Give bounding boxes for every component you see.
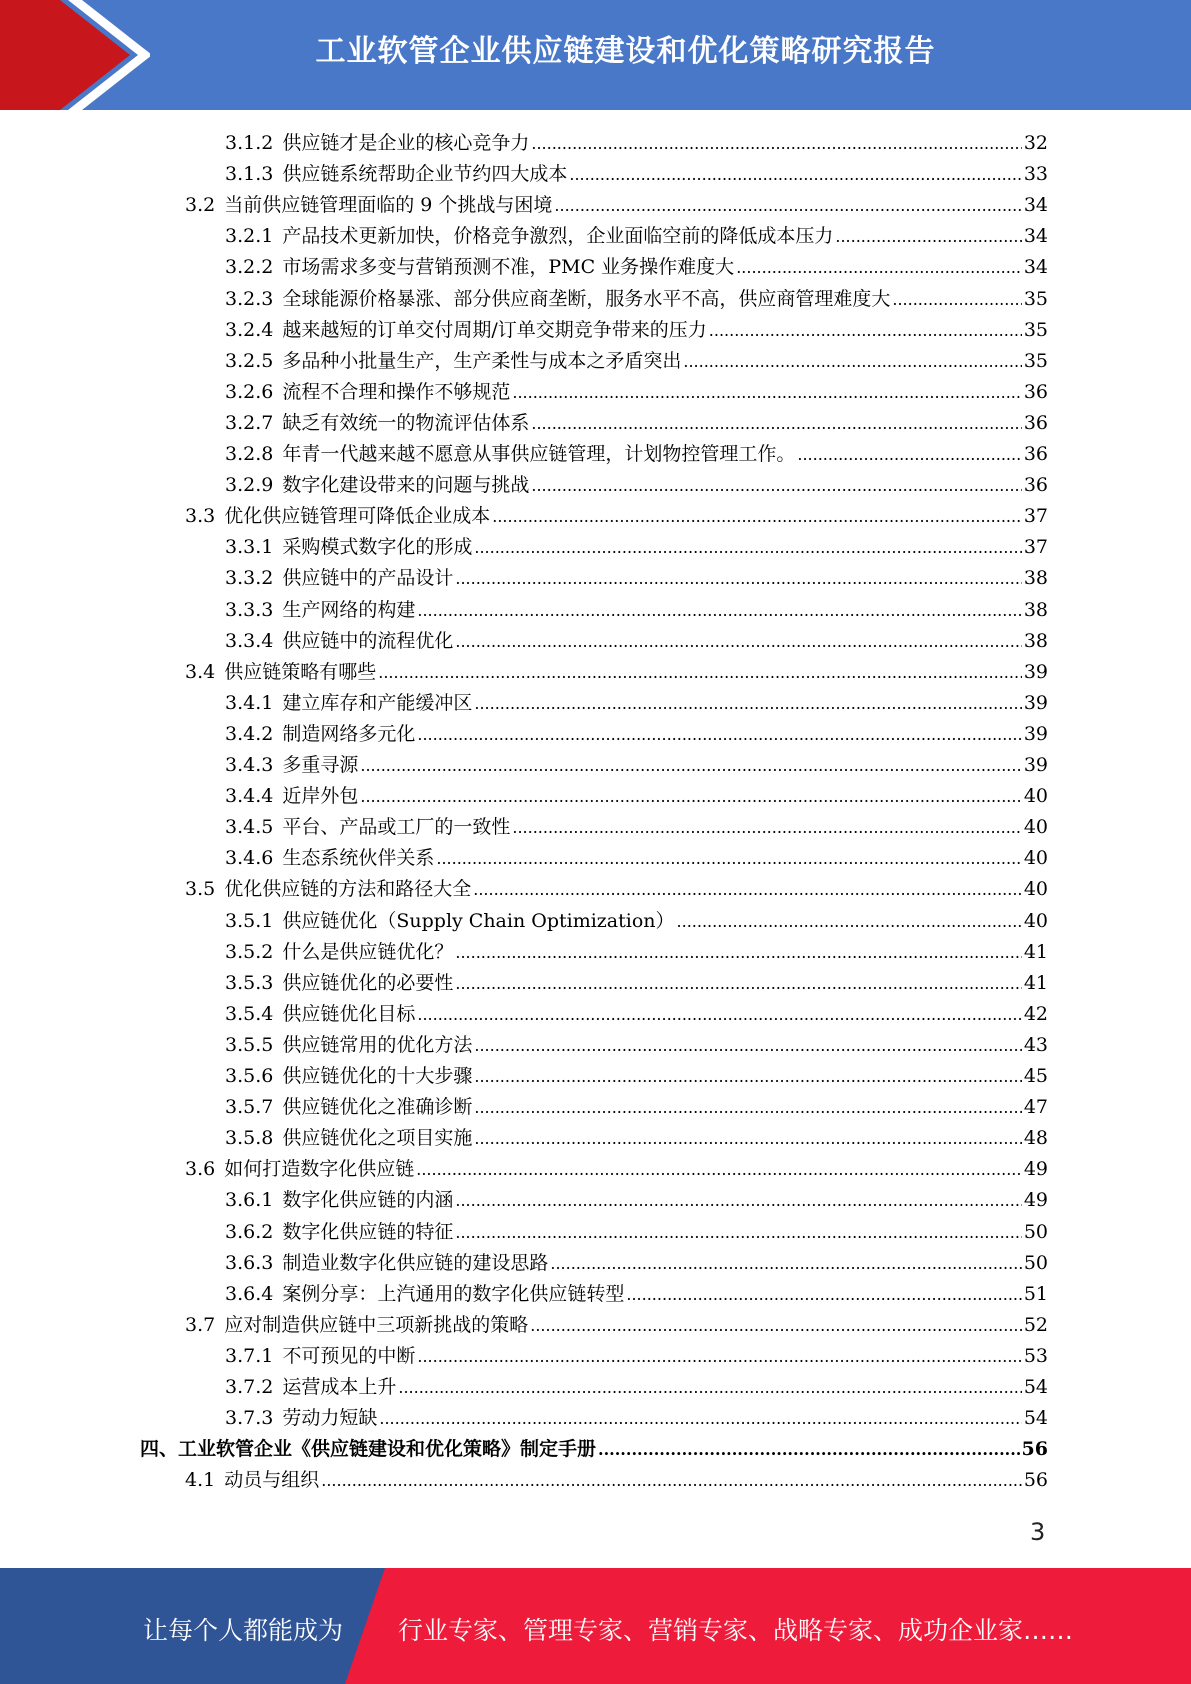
- toc-entry-page: 39: [1023, 722, 1048, 745]
- toc-entry-page: 40: [1023, 909, 1048, 932]
- toc-entry-page: 53: [1023, 1344, 1048, 1367]
- toc-entry[interactable]: [185, 657, 1048, 688]
- toc-dot-leader: [530, 1310, 1022, 1341]
- toc-entry[interactable]: [225, 968, 1048, 999]
- toc-entry[interactable]: [185, 1154, 1048, 1185]
- toc-entry-page: 40: [1023, 847, 1048, 870]
- toc-entry-number: 3.4.3: [225, 754, 274, 776]
- toc-entry-title: 四、工业软管企业《供应链建设和优化策略》制定手册: [140, 1438, 597, 1461]
- toc-entry[interactable]: [225, 1217, 1048, 1248]
- toc-entry-page: 52: [1023, 1313, 1048, 1336]
- toc-entry-title: 运营成本上升: [282, 1376, 397, 1398]
- toc-dot-leader: [417, 1341, 1021, 1372]
- toc-entry-title: 供应链中的流程优化: [282, 629, 454, 652]
- toc-entry[interactable]: [225, 439, 1048, 470]
- toc-dot-leader: [474, 1123, 1021, 1154]
- toc-dot-leader: [554, 190, 1021, 221]
- toc-entry-number: 3.5: [185, 878, 216, 901]
- toc-entry-number: 3.6.3: [225, 1251, 274, 1274]
- toc-entry[interactable]: [225, 1372, 1048, 1403]
- toc-entry-title: 劳动力短缺: [282, 1407, 378, 1430]
- toc-dot-leader: [531, 470, 1021, 501]
- footer-slogan-right: 行业专家、管理专家、营销专家、战略专家、成功企业家……: [398, 1616, 1074, 1645]
- toc-entry[interactable]: [225, 315, 1048, 346]
- toc-entry-title: 供应链中的产品设计: [282, 567, 454, 590]
- toc-dot-leader: [677, 906, 1022, 937]
- toc-entry-page: 39: [1023, 754, 1048, 776]
- toc-entry-title: 数字化供应链的内涵: [282, 1189, 454, 1212]
- toc-dot-leader: [417, 595, 1021, 626]
- page-header: [0, 0, 1191, 110]
- toc-entry[interactable]: [225, 532, 1048, 563]
- toc-entry-title: 近岸外包: [282, 785, 359, 808]
- toc-dot-leader: [492, 501, 1022, 532]
- toc-dot-leader: [321, 1465, 1022, 1496]
- toc-entry-page: 41: [1023, 940, 1048, 963]
- toc-dot-leader: [683, 346, 1021, 377]
- toc-entry-title: 越来越短的订单交付周期/订单交期竞争带来的压力: [282, 318, 707, 341]
- toc-entry-number: 3.4.5: [225, 816, 274, 839]
- header-arrow-decoration: [0, 0, 150, 110]
- toc-entry-number: 3.2.1: [225, 225, 274, 248]
- toc-entry-number: 3.6.1: [225, 1189, 274, 1212]
- toc-entry-page: 47: [1023, 1096, 1048, 1119]
- toc-entry-title: 供应链优化目标: [282, 1002, 416, 1025]
- toc-entry[interactable]: [225, 595, 1048, 626]
- toc-entry-page: 56: [1021, 1438, 1048, 1461]
- toc-entry-page: 40: [1023, 816, 1048, 839]
- toc-entry-page: 35: [1023, 349, 1048, 372]
- toc-entry-title: 供应链优化之准确诊断: [282, 1096, 473, 1119]
- toc-entry[interactable]: [225, 408, 1048, 439]
- toc-entry-number: 3.2.4: [225, 318, 274, 341]
- toc-entry-title: 制造网络多元化: [282, 722, 416, 745]
- toc-entry-title: 当前供应链管理面临的 9 个挑战与困境: [224, 194, 553, 217]
- toc-entry-number: 3.2.9: [225, 474, 274, 497]
- toc-entry-number: 3.1.3: [225, 163, 274, 186]
- toc-entry-number: 3.5.6: [225, 1065, 274, 1087]
- toc-entry-title: 生产网络的构建: [282, 598, 416, 621]
- toc-entry-title: 生态系统伙伴关系: [282, 847, 435, 870]
- toc-entry-page: 40: [1023, 785, 1048, 808]
- toc-entry-title: 全球能源价格暴涨、部分供应商垄断，服务水平不高，供应商管理难度大: [282, 287, 891, 310]
- toc-entry-number: 3.4: [185, 660, 216, 683]
- toc-dot-leader: [550, 1248, 1021, 1279]
- toc-entry[interactable]: [225, 1403, 1048, 1434]
- toc-entry-number: 3.3: [185, 505, 216, 528]
- toc-entry-page: 40: [1023, 878, 1048, 901]
- toc-entry-title: 建立库存和产能缓冲区: [282, 691, 473, 714]
- toc-entry-page: 34: [1023, 194, 1048, 217]
- toc-entry-number: 3.3.4: [225, 629, 274, 652]
- toc-entry-title: 供应链优化之项目实施: [282, 1127, 473, 1150]
- toc-entry-number: 3.2.8: [225, 443, 274, 465]
- toc-entry-page: 39: [1023, 660, 1048, 683]
- toc-entry-title: 采购模式数字化的形成: [282, 536, 473, 559]
- toc-entry-page: 51: [1023, 1282, 1048, 1305]
- toc-entry-number: 3.3.1: [225, 536, 274, 559]
- toc-dot-leader: [512, 812, 1021, 843]
- toc-dot-leader: [455, 968, 1021, 999]
- toc-entry-page: 49: [1023, 1158, 1048, 1181]
- toc-entry-number: 4.1: [185, 1469, 216, 1492]
- toc-entry-title: 年青一代越来越不愿意从事供应链管理，计划物控管理工作。: [282, 443, 796, 465]
- toc-entry-number: 3.2: [185, 194, 216, 217]
- toc-entry[interactable]: [225, 812, 1048, 843]
- toc-entry-page: 35: [1023, 318, 1048, 341]
- toc-dot-leader: [473, 874, 1022, 905]
- toc-entry-page: 36: [1023, 443, 1048, 465]
- toc-entry-page: 37: [1023, 536, 1048, 559]
- toc-entry[interactable]: [225, 1092, 1048, 1123]
- toc-dot-leader: [474, 688, 1021, 719]
- toc-entry-title: 如何打造数字化供应链: [224, 1158, 415, 1181]
- toc-dot-leader: [378, 657, 1022, 688]
- toc-entry-number: 3.5.5: [225, 1033, 274, 1056]
- toc-dot-leader: [797, 439, 1021, 470]
- toc-entry-title: 数字化建设带来的问题与挑战: [282, 474, 530, 497]
- toc-entry-page: 43: [1023, 1033, 1048, 1056]
- toc-dot-leader: [360, 750, 1021, 781]
- report-title: 工业软管企业供应链建设和优化策略研究报告: [315, 34, 936, 69]
- toc-entry-title: 案例分享：上汽通用的数字化供应链转型: [282, 1282, 625, 1305]
- toc-entry[interactable]: [225, 626, 1048, 657]
- toc-entry-number: 3.5.1: [225, 909, 274, 932]
- toc-dot-leader: [455, 937, 1021, 968]
- toc-entry[interactable]: [225, 906, 1048, 937]
- toc-dot-leader: [417, 719, 1021, 750]
- toc-entry-number: 3.2.7: [225, 411, 274, 434]
- toc-entry-number: 3.2.5: [225, 349, 274, 372]
- toc-entry-title: 制造业数字化供应链的建设思路: [282, 1251, 549, 1274]
- toc-entry[interactable]: [225, 1185, 1048, 1216]
- toc-entry-page: 36: [1023, 474, 1048, 497]
- toc-entry-number: 3.4.2: [225, 722, 274, 745]
- toc-entry[interactable]: [225, 999, 1048, 1030]
- toc-entry-title: 产品技术更新加快，价格竞争激烈，企业面临空前的降低成本压力: [282, 225, 834, 248]
- toc-entry[interactable]: [225, 750, 1048, 781]
- toc-dot-leader: [474, 1030, 1021, 1061]
- toc-entry-page: 33: [1023, 163, 1048, 186]
- toc-entry-page: 45: [1023, 1065, 1048, 1087]
- toc-entry[interactable]: [225, 159, 1048, 190]
- toc-entry[interactable]: [225, 252, 1048, 283]
- toc-dot-leader: [892, 284, 1021, 315]
- toc-entry[interactable]: [225, 346, 1048, 377]
- toc-entry-title: 应对制造供应链中三项新挑战的策略: [224, 1313, 529, 1336]
- toc-dot-leader: [736, 252, 1022, 283]
- toc-entry-title: 平台、产品或工厂的一致性: [282, 816, 511, 839]
- toc-entry-number: 3.3.2: [225, 567, 274, 590]
- toc-entry-number: 3.5.3: [225, 971, 274, 994]
- toc-dot-leader: [455, 1217, 1021, 1248]
- toc-entry-page: 48: [1023, 1127, 1048, 1150]
- toc-entry-number: 3.4.6: [225, 847, 274, 870]
- toc-entry[interactable]: [225, 1279, 1048, 1310]
- page-footer: [0, 1568, 1191, 1684]
- toc-entry-page: 50: [1023, 1220, 1048, 1243]
- toc-dot-leader: [512, 377, 1021, 408]
- toc-entry-page: 39: [1023, 691, 1048, 714]
- toc-entry[interactable]: [225, 688, 1048, 719]
- toc-entry[interactable]: [225, 843, 1048, 874]
- toc-entry-number: 3.5.4: [225, 1002, 274, 1025]
- toc-entry-page: 34: [1023, 256, 1048, 279]
- toc-entry-page: 34: [1023, 225, 1048, 248]
- toc-entry[interactable]: [225, 221, 1048, 252]
- toc-entry-title: 供应链才是企业的核心竞争力: [282, 132, 530, 154]
- toc-entry[interactable]: [225, 1341, 1048, 1372]
- toc-entry-number: 3.7: [185, 1313, 216, 1336]
- toc-entry[interactable]: [225, 284, 1048, 315]
- toc-entry-number: 3.6.4: [225, 1282, 274, 1305]
- toc-entry[interactable]: [225, 1061, 1048, 1092]
- toc-entry[interactable]: [225, 1123, 1048, 1154]
- toc-dot-leader: [436, 843, 1021, 874]
- toc-dot-leader: [360, 781, 1021, 812]
- toc-entry-page: 32: [1023, 132, 1048, 154]
- toc-entry[interactable]: [225, 470, 1048, 501]
- toc-dot-leader: [455, 1185, 1021, 1216]
- toc-entry[interactable]: [225, 719, 1048, 750]
- toc-entry-page: 56: [1023, 1469, 1048, 1492]
- toc-entry-number: 3.2.3: [225, 287, 274, 310]
- toc-entry[interactable]: [225, 1030, 1048, 1061]
- toc-entry-page: 37: [1023, 505, 1048, 528]
- toc-entry-page: 42: [1023, 1002, 1048, 1025]
- toc-entry-title: 供应链优化的必要性: [282, 971, 454, 994]
- toc-entry[interactable]: [185, 1465, 1048, 1496]
- toc-entry-title: 供应链优化的十大步骤: [282, 1065, 473, 1087]
- toc-entry-number: 3.1.2: [225, 132, 274, 154]
- toc-entry[interactable]: [185, 501, 1048, 532]
- toc-dot-leader: [398, 1372, 1021, 1403]
- toc-entry[interactable]: [225, 937, 1048, 968]
- toc-entry[interactable]: [185, 1310, 1048, 1341]
- toc-entry-title: 什么是供应链优化？: [282, 940, 454, 963]
- toc-entry-page: 38: [1023, 598, 1048, 621]
- toc-entry-title: 供应链优化（Supply Chain Optimization）: [282, 909, 675, 932]
- toc-dot-leader: [474, 1092, 1021, 1123]
- toc-dot-leader: [416, 1154, 1022, 1185]
- toc-entry[interactable]: [185, 190, 1048, 221]
- toc-entry-page: 54: [1023, 1376, 1048, 1398]
- toc-entry[interactable]: [225, 1248, 1048, 1279]
- toc-entry-page: 38: [1023, 629, 1048, 652]
- toc-entry-number: 3.7.3: [225, 1407, 274, 1430]
- toc-dot-leader: [474, 1061, 1021, 1092]
- toc-dot-leader: [474, 532, 1021, 563]
- toc-entry-number: 3.5.2: [225, 940, 274, 963]
- toc-entry-title: 多重寻源: [282, 754, 359, 776]
- toc-entry-page: 36: [1023, 380, 1048, 403]
- toc-entry-page: 41: [1023, 971, 1048, 994]
- toc-entry[interactable]: [185, 874, 1048, 905]
- toc-entry-page: 54: [1023, 1407, 1048, 1430]
- toc-entry[interactable]: [225, 563, 1048, 594]
- toc-entry-title: 供应链系统帮助企业节约四大成本: [282, 163, 568, 186]
- toc-dot-leader: [417, 999, 1021, 1030]
- toc-entry[interactable]: [225, 128, 1048, 159]
- toc-entry-number: 3.4.1: [225, 691, 274, 714]
- toc-entry-title: 动员与组织: [224, 1469, 320, 1492]
- toc-entry-title: 优化供应链管理可降低企业成本: [224, 505, 491, 528]
- toc-entry-number: 3.6: [185, 1158, 216, 1181]
- toc-entry-number: 3.5.8: [225, 1127, 274, 1150]
- toc-entry-number: 3.3.3: [225, 598, 274, 621]
- footer-slogan-left: 让每个人都能成为: [143, 1616, 344, 1645]
- toc-entry-number: 3.4.4: [225, 785, 274, 808]
- toc-dot-leader: [531, 128, 1021, 159]
- toc-entry-page: 50: [1023, 1251, 1048, 1274]
- toc-entry-title: 多品种小批量生产，生产柔性与成本之矛盾突出: [282, 349, 682, 372]
- toc-entry-page: 35: [1023, 287, 1048, 310]
- toc-entry-number: 3.7.1: [225, 1344, 274, 1367]
- toc-entry-title: 供应链策略有哪些: [224, 660, 377, 683]
- toc-entry-page: 38: [1023, 567, 1048, 590]
- toc-entry-number: 3.2.6: [225, 380, 274, 403]
- toc-entry-number: 3.6.2: [225, 1220, 274, 1243]
- toc-dot-leader: [709, 315, 1022, 346]
- toc-entry-title: 不可预见的中断: [282, 1344, 416, 1367]
- toc-entry-number: 3.2.2: [225, 256, 274, 279]
- toc-entry-title: 供应链常用的优化方法: [282, 1033, 473, 1056]
- toc-entry-title: 流程不合理和操作不够规范: [282, 380, 511, 403]
- toc-dot-leader: [569, 159, 1021, 190]
- toc-entry[interactable]: [225, 377, 1048, 408]
- toc-dot-leader: [835, 221, 1021, 252]
- page-number: 3: [1030, 1518, 1046, 1546]
- toc-dot-leader: [455, 626, 1021, 657]
- toc-entry-page: 36: [1023, 411, 1048, 434]
- toc-entry-number: 3.7.2: [225, 1376, 274, 1398]
- toc-dot-leader: [626, 1279, 1021, 1310]
- toc-dot-leader: [598, 1434, 1020, 1465]
- toc-dot-leader: [455, 563, 1021, 594]
- toc-dot-leader: [379, 1403, 1021, 1434]
- toc-entry-title: 缺乏有效统一的物流评估体系: [282, 411, 530, 434]
- toc-entry-page: 49: [1023, 1189, 1048, 1212]
- toc-entry-title: 优化供应链的方法和路径大全: [224, 878, 472, 901]
- toc-dot-leader: [531, 408, 1021, 439]
- toc-entry[interactable]: [225, 781, 1048, 812]
- toc-entry[interactable]: [140, 1434, 1048, 1465]
- toc-entry-number: 3.5.7: [225, 1096, 274, 1119]
- toc-entry-title: 数字化供应链的特征: [282, 1220, 454, 1243]
- toc-entry-title: 市场需求多变与营销预测不准，PMC 业务操作难度大: [282, 256, 735, 279]
